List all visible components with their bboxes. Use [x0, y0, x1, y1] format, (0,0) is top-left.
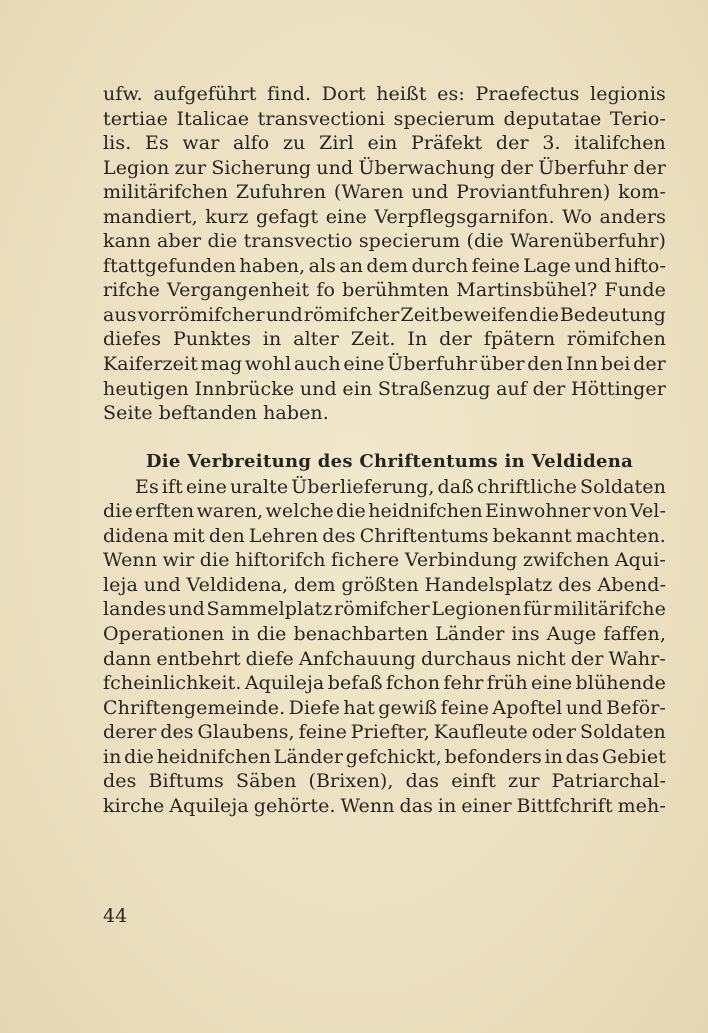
word: entbehrt: [156, 647, 241, 670]
word: aber: [157, 230, 202, 253]
word: Abend-: [597, 573, 666, 596]
word: auch: [293, 353, 341, 376]
word: in: [262, 328, 282, 351]
word: zwifchen: [522, 549, 610, 572]
word: römifcher: [334, 598, 430, 621]
word: des: [322, 524, 356, 547]
word: alfo: [233, 132, 270, 155]
word: es:: [437, 83, 465, 105]
word: Zeit: [400, 303, 439, 326]
word: nicht: [516, 647, 566, 670]
word: oder: [531, 721, 577, 744]
word: Wenn: [340, 794, 395, 817]
word: ins: [511, 623, 540, 646]
word: die: [199, 549, 230, 572]
word: leja: [103, 573, 138, 596]
word: benachbarten: [293, 623, 429, 646]
word: das: [399, 794, 433, 817]
word: über: [479, 353, 525, 376]
word: Beför-: [606, 696, 666, 719]
page-number: 44: [103, 905, 128, 927]
word: Lehren: [248, 524, 319, 547]
word: des: [103, 770, 137, 793]
word: Auge: [546, 623, 597, 646]
body-text: [103, 82, 666, 818]
text-line: [103, 622, 666, 647]
word: Biftums: [148, 770, 224, 793]
text-line: [103, 229, 666, 254]
word: haben,: [239, 254, 306, 277]
word: hifto-: [614, 254, 666, 277]
word: Patriarchal-: [551, 770, 666, 793]
word: war: [182, 132, 220, 155]
word: zur: [174, 156, 207, 179]
word: in: [437, 794, 457, 817]
word: (Waren: [333, 181, 404, 204]
word: des: [558, 573, 592, 596]
word: deputatae: [503, 107, 602, 130]
word: berühmten: [342, 279, 450, 302]
word: machten.: [575, 524, 666, 547]
word: und: [316, 156, 354, 179]
word: eine: [531, 672, 573, 695]
word: Länder: [435, 623, 505, 646]
word: Praefectus: [475, 83, 580, 105]
word: Operationen: [103, 623, 225, 646]
word: Bittfchrift: [516, 794, 613, 817]
word: Punktes: [172, 328, 252, 351]
word: Priefter,: [350, 721, 430, 744]
word: specierum: [393, 107, 495, 130]
word: Soldaten: [579, 721, 666, 744]
word: Italicae: [176, 107, 250, 130]
word: gefagt: [256, 205, 319, 228]
word: kirche: [103, 794, 165, 817]
word: befonders: [444, 745, 542, 768]
word: feine: [471, 254, 520, 277]
word: Überfuhr: [387, 353, 477, 376]
word: transvectio: [243, 230, 353, 253]
word: der: [633, 156, 666, 179]
text-line: [103, 524, 666, 549]
word: (die: [466, 230, 504, 253]
word: die: [103, 500, 133, 523]
text-line: [103, 205, 666, 230]
word: in: [103, 745, 122, 768]
word: Länder: [273, 745, 344, 768]
word: fchon: [385, 672, 441, 695]
word: haben.: [263, 402, 329, 425]
word: bekannt: [492, 524, 572, 547]
word: heidnifchen: [156, 745, 272, 768]
word: zu: [282, 132, 306, 155]
word: fpätern: [483, 328, 556, 351]
word: feine: [298, 721, 347, 744]
paragraph-after-heading: [103, 475, 666, 819]
word: der: [439, 328, 472, 351]
word: Gebiet: [601, 745, 666, 768]
word: und: [167, 598, 205, 621]
word: dem: [293, 573, 336, 596]
word: didena: [103, 524, 169, 547]
word: größten: [341, 573, 419, 596]
word: Chriftengemeinde.: [103, 696, 286, 719]
text-line: [103, 82, 666, 107]
word: der: [500, 156, 534, 179]
word: heidnifchen: [368, 500, 483, 523]
word: Diefe: [288, 696, 340, 719]
word: Überwachung: [358, 156, 496, 179]
word: kurz: [205, 205, 249, 228]
word: das: [565, 745, 600, 768]
word: dem: [366, 254, 409, 277]
text-line: [103, 107, 666, 132]
word: Warenüberfuhr): [510, 230, 666, 253]
paragraph-before-heading: [103, 82, 666, 426]
word: Innbrücke: [194, 377, 295, 400]
word: ein: [342, 377, 373, 400]
word: eine: [185, 475, 228, 498]
word: Es: [144, 132, 169, 155]
word: Säben: [235, 770, 297, 793]
word: legionis: [590, 83, 666, 105]
word: lis.: [103, 132, 132, 155]
word: der: [570, 647, 604, 670]
word: und: [411, 181, 449, 204]
word: Bedeutung: [559, 303, 666, 326]
section-heading: Die Verbreitung des Chriftentums in Veldidena: [145, 451, 634, 473]
word: den: [527, 353, 564, 376]
word: Vel-: [629, 500, 666, 523]
word: faffen,: [603, 623, 666, 646]
word: Soldaten: [579, 475, 666, 498]
text-line: [103, 131, 666, 156]
word: Zeit.: [350, 328, 396, 351]
word: an: [339, 254, 364, 277]
word: von: [592, 500, 628, 523]
word: Proviantfuhren): [456, 181, 611, 204]
text-line: [103, 156, 666, 181]
text-line: [103, 720, 666, 745]
word: die: [529, 303, 559, 326]
word: Veldidena,: [186, 573, 289, 596]
word: Terio-: [609, 107, 666, 130]
text-line: [103, 475, 666, 500]
word: feine: [440, 696, 489, 719]
word: für: [523, 598, 552, 621]
word: tertiae: [103, 107, 168, 130]
word: Dort: [321, 83, 366, 105]
word: römifcher: [303, 303, 400, 326]
word: Seite: [103, 402, 153, 425]
word: den: [208, 524, 245, 547]
text-line: [103, 352, 666, 377]
word: Inn: [565, 353, 599, 376]
word: specierum: [358, 230, 461, 253]
word: kom-: [618, 181, 666, 204]
word: Funde: [604, 279, 666, 302]
word: die: [207, 230, 238, 253]
word: beweifen: [439, 303, 529, 326]
word: Sicherung: [211, 156, 312, 179]
word: Anfchauung: [298, 647, 416, 670]
word: Sammelplatz: [206, 598, 333, 621]
text-line: [103, 696, 666, 721]
word: Wo: [562, 205, 592, 228]
word: heißt: [376, 83, 427, 105]
text-line: [103, 794, 666, 819]
word: Legion: [103, 156, 170, 179]
word: das: [405, 770, 440, 793]
word: der: [495, 132, 529, 155]
text-line: [103, 769, 666, 794]
word: Kaiferzeit: [103, 353, 198, 376]
word: Handelsplatz: [424, 573, 553, 596]
word: und: [265, 303, 303, 326]
word: Verpflegsgarnifon.: [374, 205, 555, 228]
word: mag: [200, 353, 243, 376]
word: find.: [267, 83, 312, 105]
text-line: [103, 327, 666, 352]
text-line: [103, 597, 666, 622]
word: durch: [411, 254, 469, 277]
word: Zufuhren: [235, 181, 327, 204]
text-line: [103, 573, 666, 598]
word: gefchickt,: [345, 745, 442, 768]
word: zur: [507, 770, 540, 793]
word: in: [231, 623, 250, 646]
word: ftattgefunden: [103, 254, 237, 277]
word: chriftliche: [476, 475, 578, 498]
word: aufgeführt: [153, 83, 257, 105]
word: früh: [486, 672, 528, 695]
word: Überlieferung,: [291, 475, 435, 498]
word: alter: [293, 328, 340, 351]
word: der: [633, 353, 666, 376]
word: Legionen: [431, 598, 522, 621]
word: auf: [496, 377, 527, 400]
word: und: [299, 377, 337, 400]
word: die: [256, 623, 287, 646]
word: die: [336, 500, 366, 523]
text-line: [103, 377, 666, 402]
word: fcheinlichkeit.: [103, 672, 242, 695]
word: gehörte.: [253, 794, 336, 817]
word: Höttinger: [570, 377, 666, 400]
word: ufw.: [103, 83, 143, 105]
word: In: [407, 328, 428, 351]
word: durchaus: [420, 647, 512, 670]
word: beftanden: [158, 402, 257, 425]
word: Aquileja: [169, 794, 249, 817]
word: welche: [265, 500, 334, 523]
word: Lage: [523, 254, 572, 277]
word: und: [565, 696, 603, 719]
word: mandiert,: [103, 205, 198, 228]
word: militärifche: [553, 598, 666, 621]
text-line: [103, 647, 666, 672]
word: blühende: [575, 672, 666, 695]
word: Aqui-: [614, 549, 666, 572]
word: Aquileja: [244, 672, 325, 695]
text-line: [103, 278, 666, 303]
word: kann: [103, 230, 151, 253]
word: dann: [103, 647, 152, 670]
word: uralte: [229, 475, 289, 498]
word: Vergangenheit: [167, 279, 310, 302]
text-line: [103, 499, 666, 524]
word: Kaufleute: [433, 721, 528, 744]
word: meh-: [617, 794, 666, 817]
word: Apoftel: [492, 696, 563, 719]
word: mit: [172, 524, 205, 547]
word: aus: [103, 303, 137, 326]
word: Wahr-: [608, 647, 666, 670]
text-line: [103, 180, 666, 205]
text-line: [103, 254, 666, 279]
word: römifchen: [567, 328, 666, 351]
word: Zirl: [319, 132, 354, 155]
text-line: [103, 548, 666, 573]
word: eine: [325, 205, 367, 228]
word: einft: [451, 770, 496, 793]
word: einer: [461, 794, 512, 817]
word: und: [143, 573, 181, 596]
word: Straßenzug: [377, 377, 491, 400]
word: bei: [600, 353, 631, 376]
word: wohl: [244, 353, 292, 376]
word: waren,: [196, 500, 264, 523]
word: Martinsbühel?: [456, 279, 598, 302]
word: Einwohner: [485, 500, 591, 523]
word: ift: [161, 475, 183, 498]
word: in: [544, 745, 563, 768]
word: ein: [367, 132, 398, 155]
word: Verbindung: [404, 549, 518, 572]
word: gewiß: [378, 696, 438, 719]
word: Präfekt: [410, 132, 483, 155]
word: fehr: [443, 672, 484, 695]
word: (Brixen),: [308, 770, 394, 793]
text-line: [103, 745, 666, 770]
word: wir: [162, 549, 195, 572]
word: Chriftentums: [359, 524, 489, 547]
word: transvectioni: [257, 107, 386, 130]
word: Es: [135, 475, 159, 498]
word: der: [532, 377, 566, 400]
word: Wenn: [103, 549, 158, 572]
word: Überfuhr: [538, 156, 629, 179]
word: militärifchen: [103, 181, 229, 204]
word: heutigen: [103, 377, 189, 400]
text-line: [103, 401, 666, 426]
word: hat: [343, 696, 375, 719]
word: italifchen: [574, 132, 666, 155]
word: landes: [103, 598, 167, 621]
word: vorrömifcher: [137, 303, 265, 326]
word: Glaubens,: [197, 721, 295, 744]
word: hiftorifch: [235, 549, 326, 572]
word: des: [160, 721, 194, 744]
word: fo: [316, 279, 336, 302]
word: fichere: [331, 549, 400, 572]
word: 3.: [542, 132, 561, 155]
word: diefes: [103, 328, 162, 351]
word: eine: [343, 353, 385, 376]
text-line: [103, 671, 666, 696]
word: anders: [599, 205, 666, 228]
word: diefe: [245, 647, 294, 670]
word: die: [124, 745, 154, 768]
word: erften: [135, 500, 195, 523]
text-line: [103, 303, 666, 328]
word: rifche: [103, 279, 160, 302]
word: daß: [437, 475, 474, 498]
word: derer: [103, 721, 157, 744]
word: und: [574, 254, 612, 277]
word: als: [308, 254, 337, 277]
word: befaß: [327, 672, 383, 695]
